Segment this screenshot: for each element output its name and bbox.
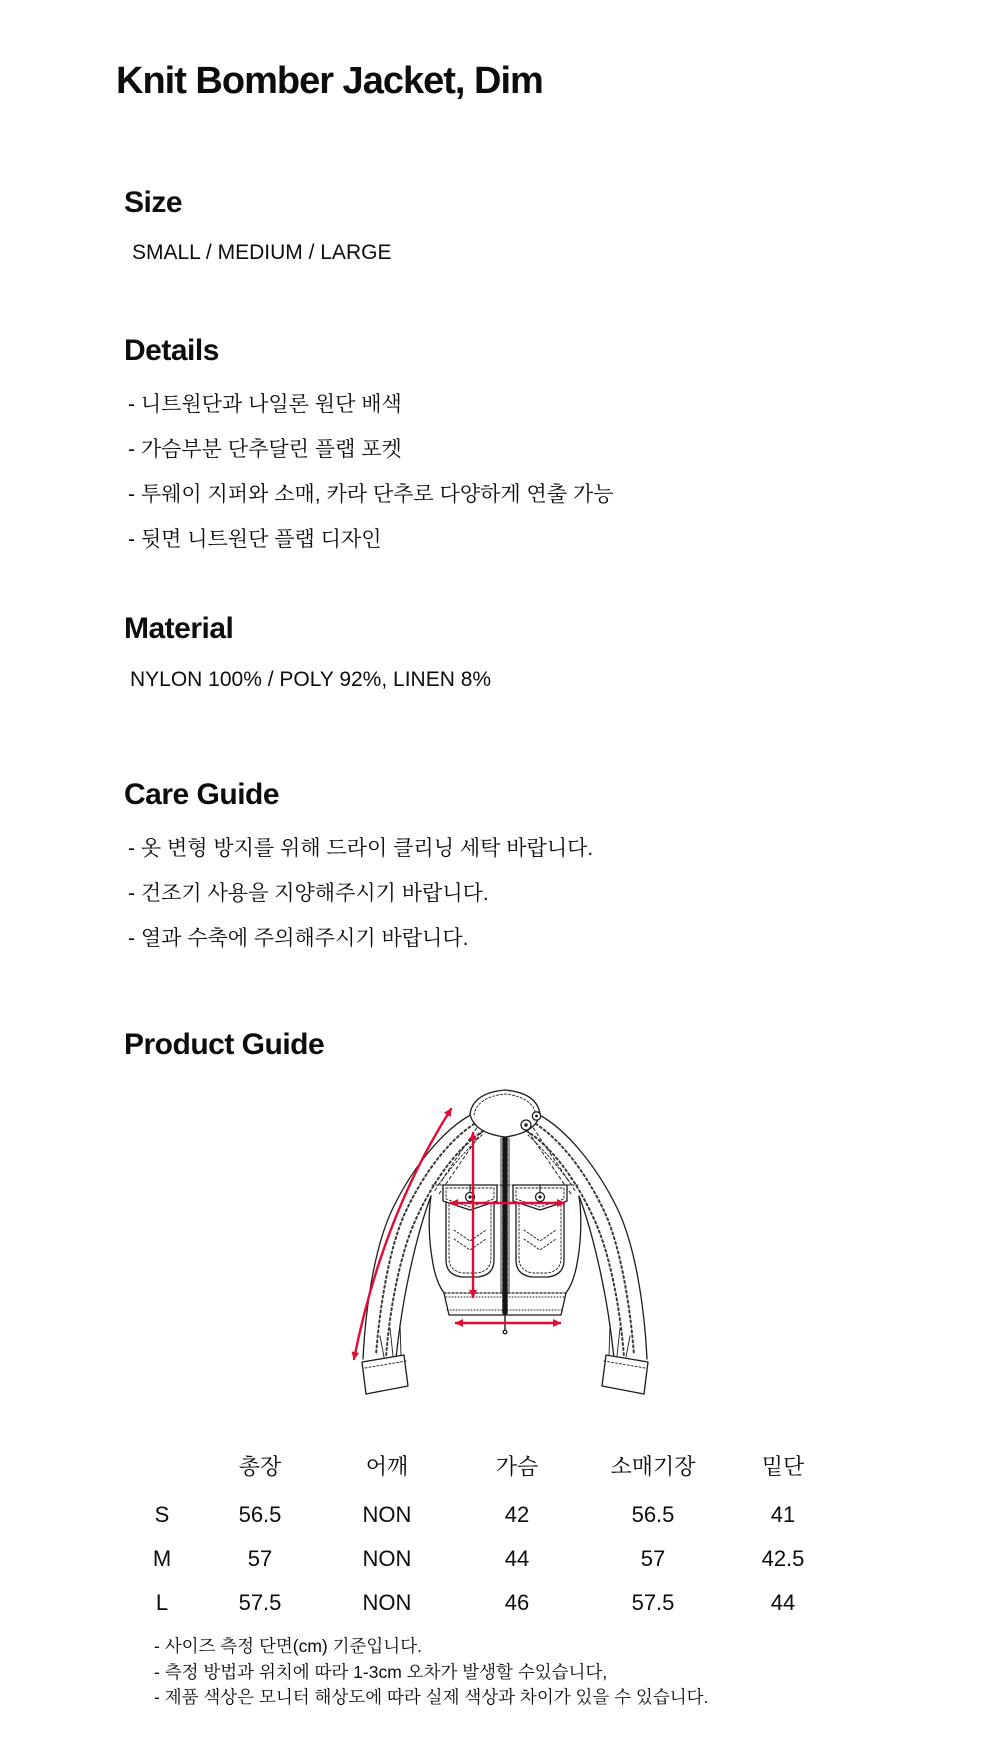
cell-value: 57: [640, 1546, 666, 1571]
row-size-label: M: [152, 1546, 172, 1571]
cell-value: NON: [362, 1546, 412, 1571]
cell-value: 46: [504, 1590, 530, 1615]
material-composition: NYLON 100% / POLY 92%, LINEN 8%: [130, 668, 492, 691]
collar: [470, 1090, 541, 1137]
details-heading: Details: [124, 334, 219, 367]
cell-value: NON: [362, 1590, 412, 1615]
detail-item: - 니트원단과 나일론 원단 배색: [128, 393, 402, 416]
care-guide-heading: Care Guide: [124, 778, 280, 811]
cell-value: 42: [504, 1502, 530, 1527]
material-heading: Material: [124, 612, 234, 645]
col-chest: 가슴: [495, 1454, 539, 1479]
product-guide-heading: Product Guide: [124, 1028, 325, 1061]
cell-value: 42.5: [761, 1546, 805, 1571]
row-size-label: S: [154, 1502, 170, 1527]
cell-value: 56.5: [238, 1502, 282, 1527]
col-sleeve-length: 소매기장: [610, 1454, 696, 1479]
cell-value: NON: [362, 1502, 412, 1527]
size-notes: [154, 1634, 708, 1711]
jacket-diagram: [330, 1078, 670, 1413]
col-total-length: 총장: [238, 1454, 282, 1479]
care-item: - 옷 변형 방지를 위해 드라이 클리닝 세탁 바랍니다.: [128, 837, 594, 860]
size-options: SMALL / MEDIUM / LARGE: [132, 241, 392, 264]
size-table-row-m: [0, 1544, 1000, 1574]
size-heading: Size: [124, 186, 183, 219]
col-shoulder: 어깨: [365, 1454, 409, 1479]
detail-item: - 뒷면 니트원단 플랩 디자인: [128, 528, 382, 551]
size-table-row-l: [0, 1588, 1000, 1618]
detail-item: - 가슴부분 단추달린 플랩 포켓: [128, 438, 402, 461]
cell-value: 44: [504, 1546, 530, 1571]
cell-value: 57.5: [631, 1590, 675, 1615]
size-table-header: [0, 1452, 1000, 1482]
left-pocket: [443, 1185, 497, 1277]
cell-value: 57: [247, 1546, 273, 1571]
care-item: - 열과 수축에 주의해주시기 바랍니다.: [128, 927, 469, 950]
size-note: - 측정 방법과 위치에 따라 1-3cm 오차가 발생할 수있습니다,: [154, 1661, 608, 1682]
size-table-row-s: [0, 1500, 1000, 1530]
cell-value: 56.5: [631, 1502, 675, 1527]
cell-value: 57.5: [238, 1590, 282, 1615]
detail-item: - 투웨이 지퍼와 소매, 카라 단추로 다양하게 연출 가능: [128, 483, 614, 506]
page-title: Knit Bomber Jacket, Dim: [116, 60, 543, 102]
care-guide-list: [128, 826, 593, 961]
details-list: [128, 382, 614, 562]
sleeve-length-arrow: [354, 1109, 451, 1359]
cell-value: 41: [770, 1502, 796, 1527]
care-item: - 건조기 사용을 지양해주시기 바랍니다.: [128, 882, 489, 905]
measurement-arrows: [354, 1109, 564, 1359]
row-size-label: L: [155, 1590, 169, 1615]
size-note: - 사이즈 측정 단면(cm) 기준입니다.: [154, 1636, 422, 1656]
right-pocket: [513, 1185, 567, 1277]
col-hem: 밑단: [761, 1454, 805, 1479]
cell-value: 44: [770, 1590, 796, 1615]
right-sleeve: [518, 1112, 648, 1394]
size-note: - 제품 색상은 모니터 해상도에 따라 실제 색상과 차이가 있을 수 있습니다.: [154, 1687, 709, 1707]
zipper: [501, 1138, 509, 1334]
